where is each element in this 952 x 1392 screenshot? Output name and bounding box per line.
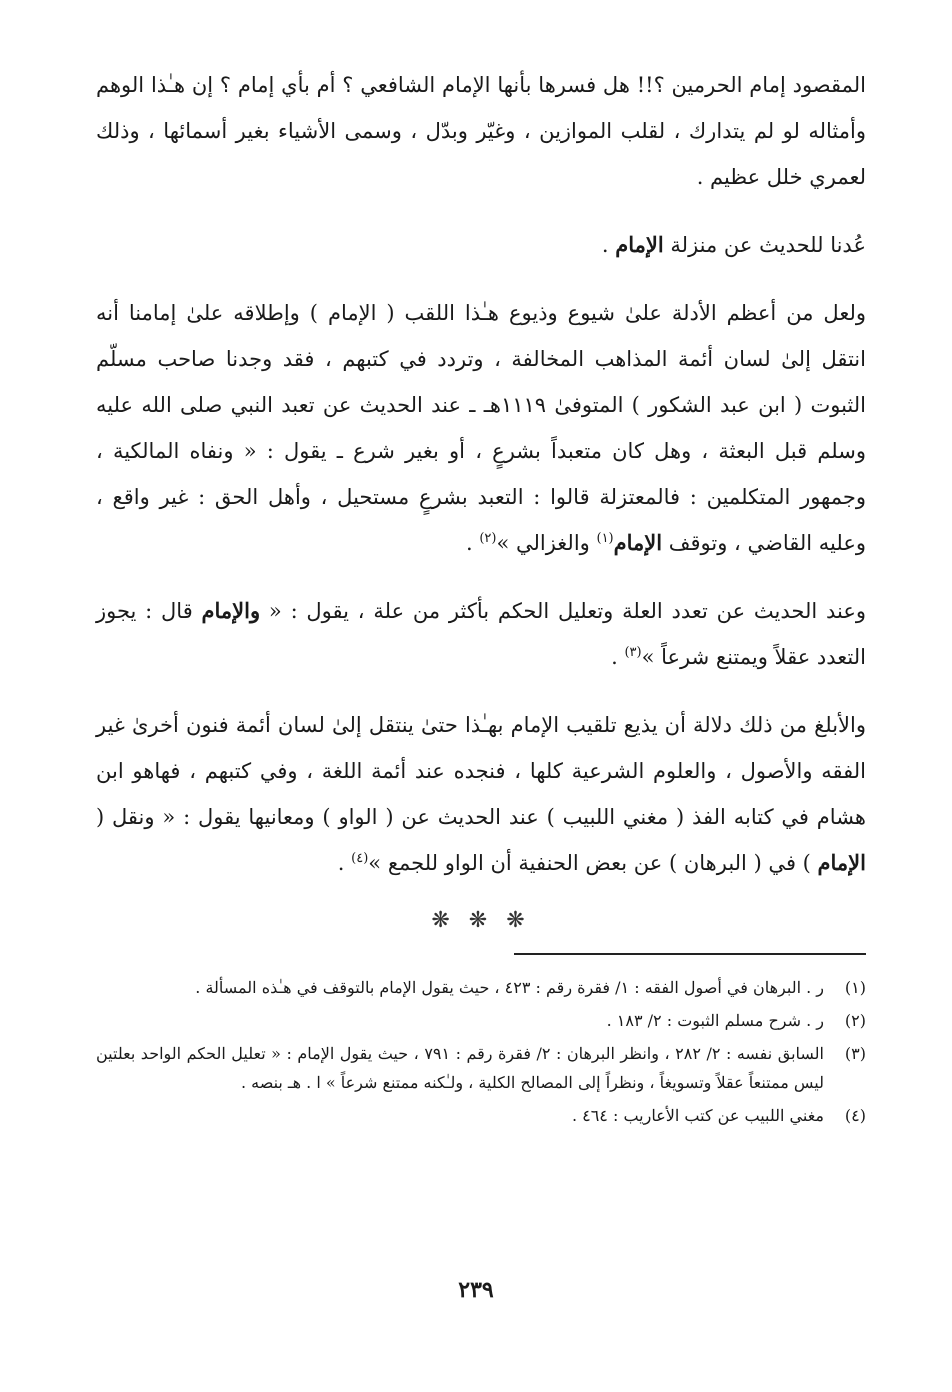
paragraph-5-text: والأبلغ من ذلك دلالة أن يذيع تلقيب الإمام بهـٰذا حتىٰ ينتقل إلىٰ لسان أئمة فنون أخرىٰ غير الفقه والأصول ، والعلوم الشرعية كلها ، فنجده عند أئمة اللغة ، وفي كتبهم ، فهاهو ابن هشام في كتابه الفذ ( مغني اللبيب ) عند الحديث عن ( الواو ) ومعانيها يقول : « ونقل ( xyxy=(96,713,866,829)
paragraph-3-text: ولعل من أعظم الأدلة علىٰ شيوع وذيوع هـٰذا اللقب ( الإمام ) وإطلاقه علىٰ إمامنا أنه انتقل إلىٰ لسان أئمة المذاهب المخالفة ، وتردد في كتبهم ، فقد وجدنا صاحب مسلّم الثبوت ( ابن عبد الشكور ) المتوفىٰ ١١١٩هـ ـ عند الحديث عن تعبد النبي صلى الله عليه وسلم قبل البعثة ، وهل كان متعبداً بشرعٍ ، أو بغير شرع ـ يقول : « ونفاه المالكية ، وجمهور المتكلمين : فالمعتزلة قالوا : التعبد بشرعٍ مستحيل ، وأهل الحق : غير واقع ، وعليه القاضي ، وتوقف xyxy=(96,301,866,555)
footnote-number: (٣) xyxy=(844,1044,866,1063)
paragraph-3-end: . xyxy=(465,531,480,555)
footnote-text: مغني اللبيب عن كتب الأعاريب : ٤٦٤ . xyxy=(571,1106,824,1125)
paragraph-4-text: وعند الحديث عن تعدد العلة وتعليل الحكم بأكثر من علة ، يقول : « xyxy=(260,599,867,623)
footnote-ref[interactable]: (٢) xyxy=(479,531,497,546)
page-number: ٢٣٩ xyxy=(458,1277,494,1303)
footnote-ref[interactable]: (٣) xyxy=(624,645,642,660)
footnote-item xyxy=(96,1101,866,1130)
footnote-item xyxy=(96,1039,866,1097)
footnote-text: ر . شرح مسلم الثبوت : ٢/ ١٨٣ . xyxy=(606,1011,824,1030)
paragraph-1-text: المقصود إمام الحرمين ؟!! هل فسرها بأنها الإمام الشافعي ؟ أم بأي إمام ؟ إن هـٰذا الوهم وأمثاله لو لم يتدارك ، لقلب الموازين ، وغيّر وبدّل ، وسمى الأشياء بغير أسمائها ، وذلك لعمري خلل عظيم . xyxy=(96,73,866,189)
footnote-number: (٤) xyxy=(844,1106,866,1125)
footnote-text: السابق نفسه : ٢/ ٢٨٢ ، وانظر البرهان : ٢/ فقرة رقم : ٧٩١ ، حيث يقول الإمام : « تعليل الحكم الواحد بعلتين ليس ممتنعاً عقلاً وتسويغاً ، ونظراً إلى المصالح الكلية ، ولـٰكنه ممتنع شرعاً » ا . هـ بنصه . xyxy=(96,1044,824,1092)
footnote-ref[interactable]: (٤) xyxy=(351,851,369,866)
footnote-ref[interactable]: (١) xyxy=(596,531,614,546)
bold-term: الإمام xyxy=(613,530,663,555)
bold-term: والإمام xyxy=(201,598,261,623)
paragraph-1 xyxy=(96,62,866,200)
footnote-item xyxy=(96,1006,866,1035)
paragraph-2-end: . xyxy=(601,233,616,257)
paragraph-2-text: عُدنا للحديث عن منزلة xyxy=(663,233,866,257)
section-ornament: ❋ ❋ ❋ xyxy=(431,908,531,933)
footnote-separator xyxy=(514,953,866,955)
footnote-number: (١) xyxy=(844,978,866,997)
paragraph-4-text-2: قال : يجوز التعدد عقلاً ويمتنع شرعاً » xyxy=(96,599,866,669)
paragraph-3-text-2: والغزالي » xyxy=(496,531,597,555)
footnote-number: (٢) xyxy=(844,1011,866,1030)
paragraph-5-text-2: ) في ( البرهان ) عن بعض الحنفية أن الواو للجمع » xyxy=(368,851,818,875)
paragraph-2 xyxy=(96,222,866,268)
paragraph-5 xyxy=(96,702,866,886)
paragraph-4 xyxy=(96,588,866,680)
footnote-item xyxy=(96,973,866,1002)
footnotes xyxy=(96,973,866,1130)
paragraph-4-end: . xyxy=(611,645,625,669)
bold-term: الإمام xyxy=(615,232,664,257)
bold-term: الإمام xyxy=(817,850,866,875)
paragraph-5-end: . xyxy=(337,851,352,875)
paragraph-3 xyxy=(96,290,866,566)
footnote-text: ر . البرهان في أصول الفقه : ١/ فقرة رقم : ٤٢٣ ، حيث يقول الإمام بالتوقف في هـٰذه المسألة . xyxy=(195,978,824,997)
